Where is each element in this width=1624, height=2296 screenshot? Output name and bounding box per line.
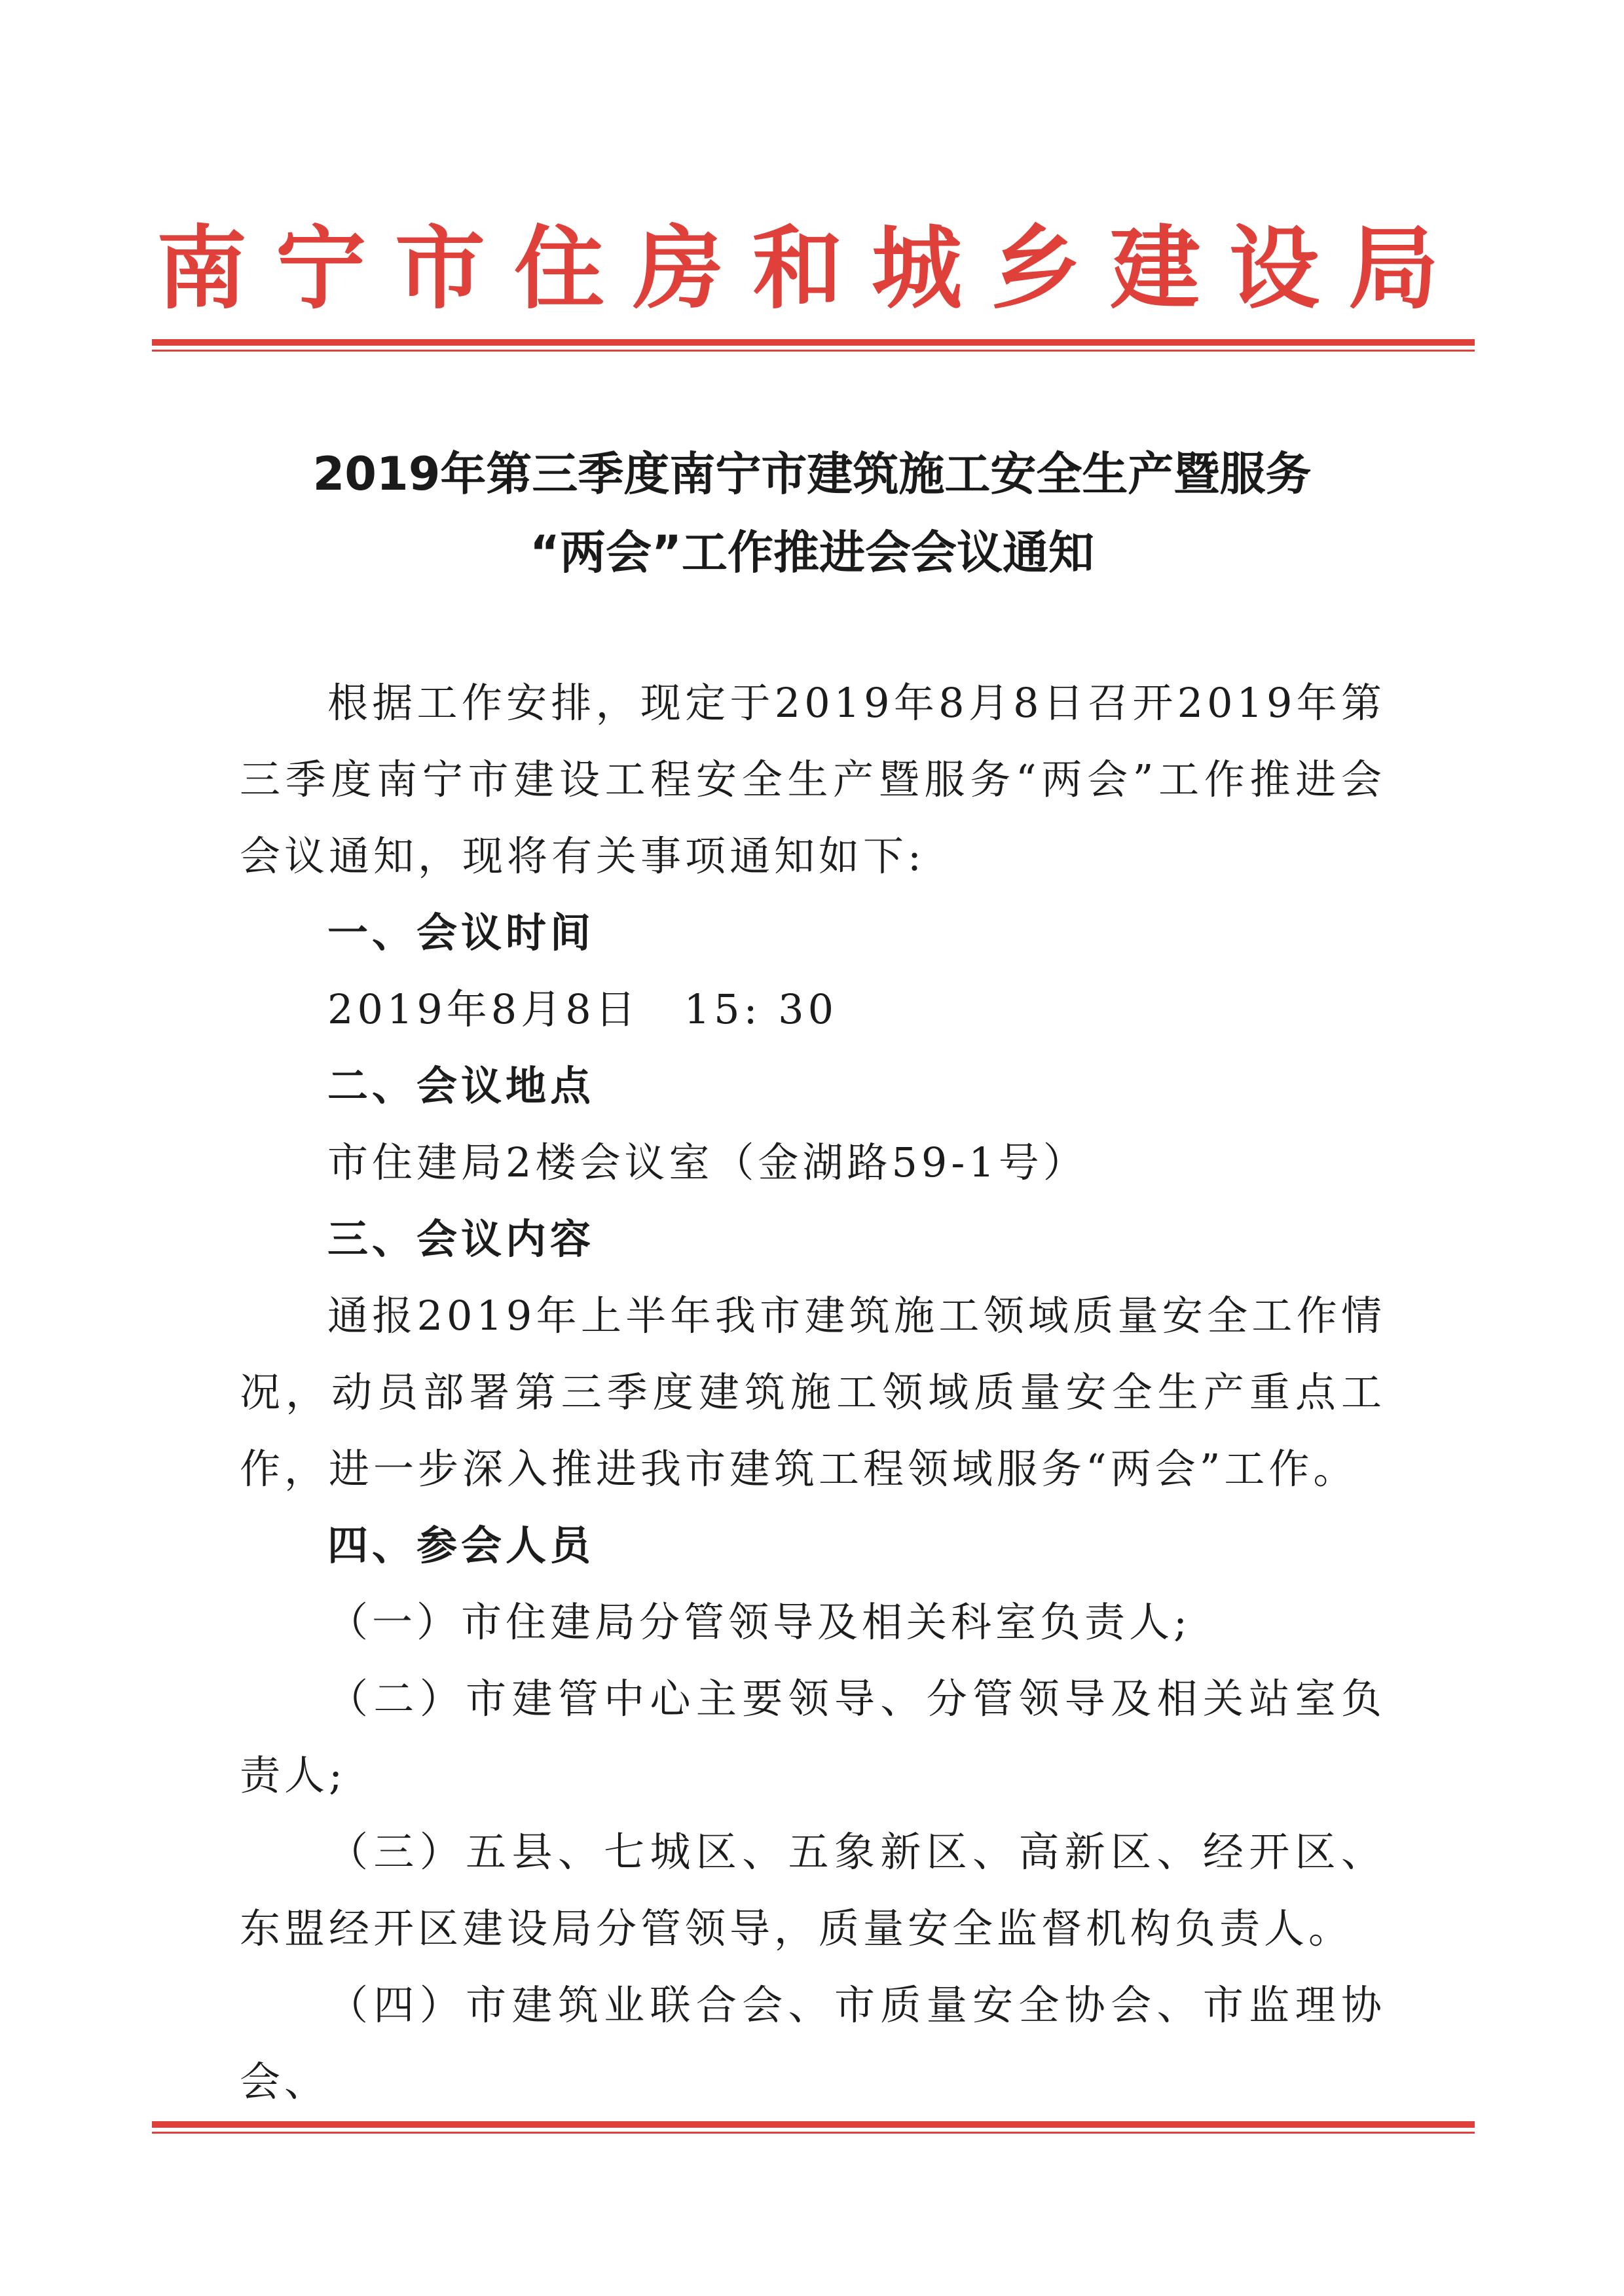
letterhead-red-rule xyxy=(152,339,1475,352)
attendee-item-1: （一）市住建局分管领导及相关科室负责人; xyxy=(327,1598,1191,1646)
attendee-item-3: （三）五县、七城区、五象新区、高新区、经开区、东盟经开区建设局分管领导，质量安全监督机构负责人。 xyxy=(240,1828,1386,1952)
section-heading-attendees: 四、参会人员 xyxy=(327,1522,595,1569)
section-heading-content: 三、会议内容 xyxy=(327,1215,595,1263)
document-title-line-1: 2019年第三季度南宁市建筑施工安全生产暨服务 xyxy=(312,447,1312,501)
red-rule-thick-line xyxy=(152,339,1475,346)
section-heading-location: 二、会议地点 xyxy=(327,1062,595,1110)
meeting-time-text: 2019年8月8日 15: 30 xyxy=(327,985,838,1033)
intro-paragraph: 根据工作安排，现定于2019年8月8日召开2019年第三季度南宁市建设工程安全生产暨服务“两会”工作推进会会议通知，现将有关事项通知如下: xyxy=(240,679,1386,880)
red-rule-thin-line xyxy=(152,350,1475,352)
attendee-item-4: （四）市建筑业联合会、市质量安全协会、市监理协会、 xyxy=(240,1981,1386,2105)
footer-red-rule xyxy=(152,2121,1475,2134)
meeting-location-text: 市住建局2楼会议室（金湖路59-1号） xyxy=(327,1139,1088,1186)
document-title-line-2: “两会”工作推进会会议通知 xyxy=(529,526,1094,579)
attendee-item-2: （二）市建管中心主要领导、分管领导及相关站室负责人; xyxy=(240,1675,1386,1799)
document-body xyxy=(240,665,1386,2120)
footer-rule-thin-line xyxy=(152,2132,1475,2134)
meeting-content-paragraph: 通报2019年上半年我市建筑施工领域质量安全工作情况，动员部署第三季度建筑施工领域质量安全生产重点工作，进一步深入推进我市建筑工程领域服务“两会”工作。 xyxy=(240,1292,1386,1493)
section-heading-time: 一、会议时间 xyxy=(327,909,595,957)
footer-rule-thick-line xyxy=(152,2121,1475,2128)
letterhead-organization-name: 南宁市住房和城乡建设局 xyxy=(156,215,1467,321)
